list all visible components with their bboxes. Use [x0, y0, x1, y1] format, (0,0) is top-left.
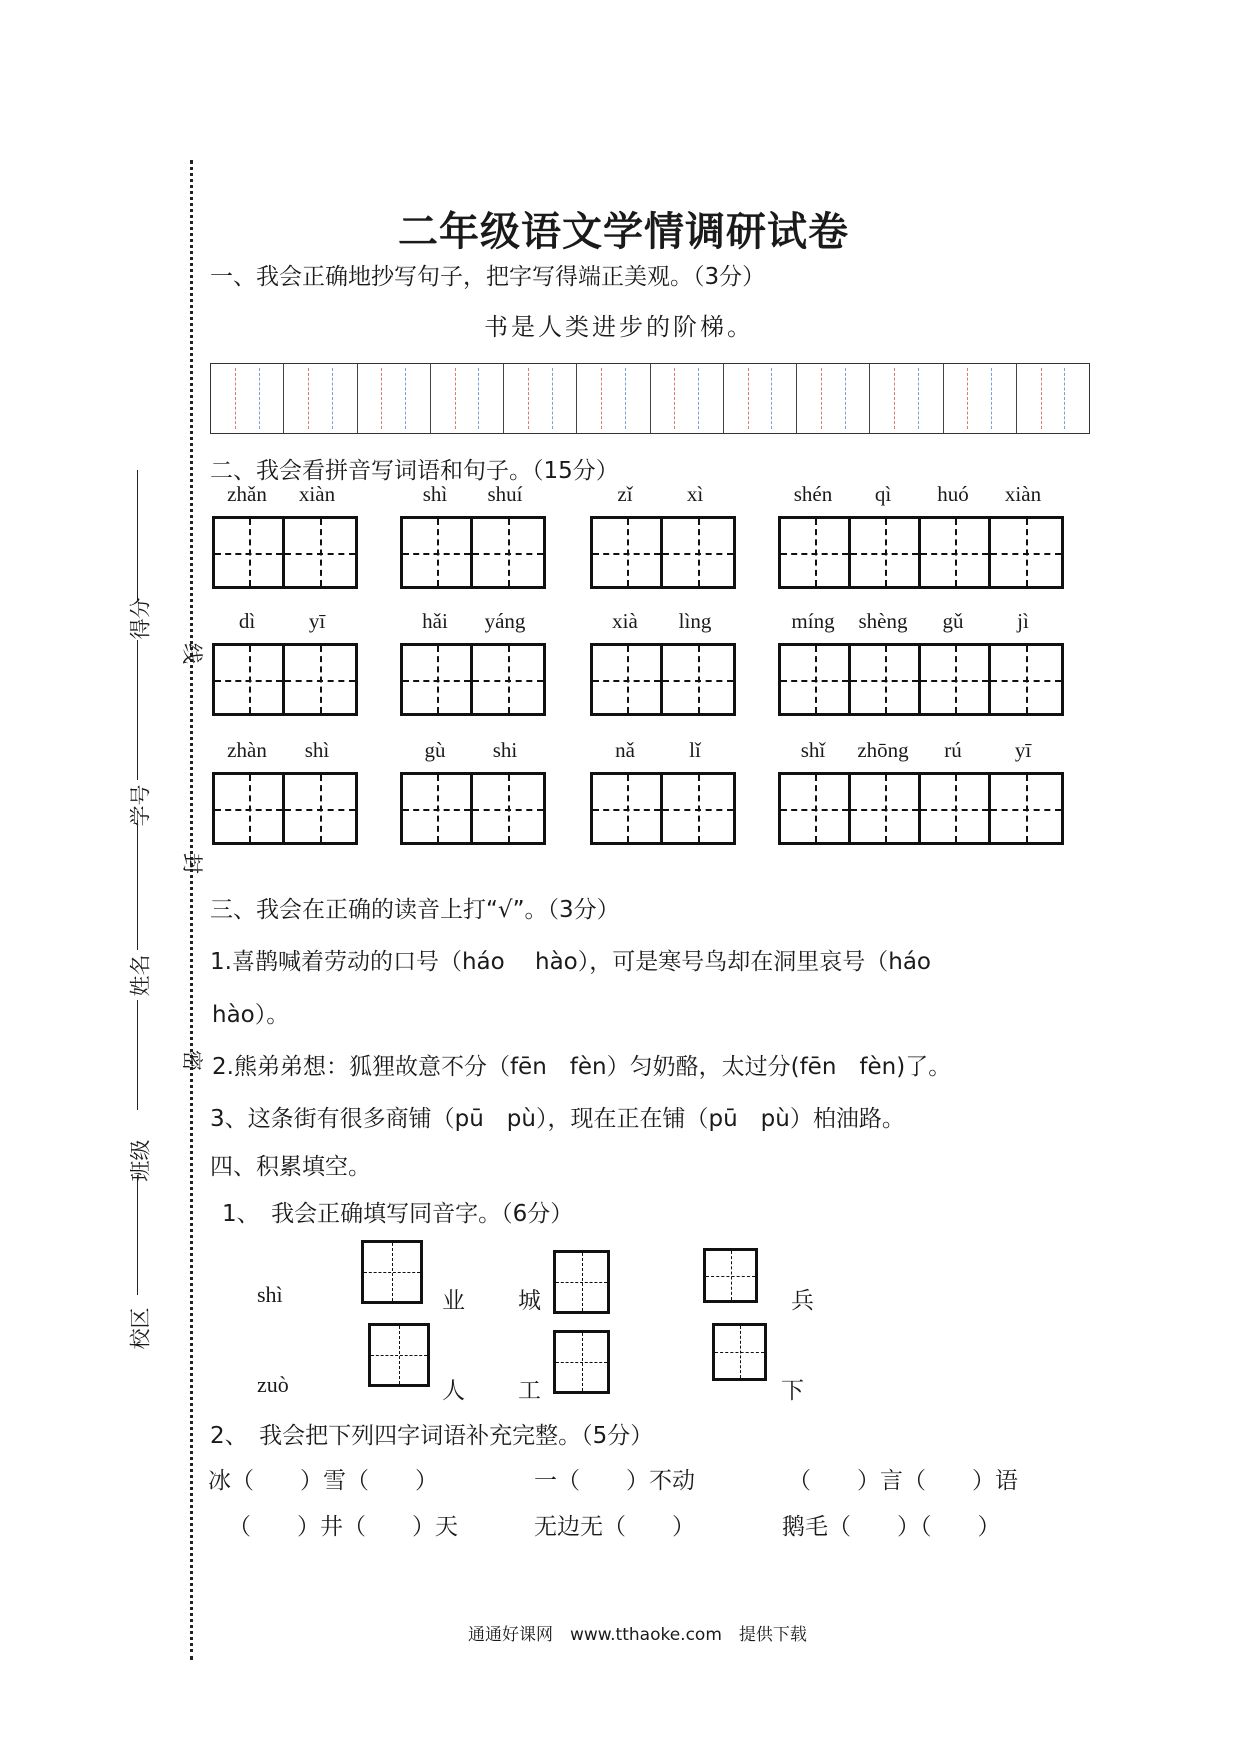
tian-grid-cell[interactable]: [473, 519, 543, 586]
pinyin-syllable: lǐ: [689, 738, 701, 762]
pinyin-syllable: jì: [1017, 609, 1029, 633]
pinyin-syllable: shǐ: [800, 738, 826, 762]
idiom-1: 冰（ ）雪（ ）: [208, 1468, 438, 1494]
copy-cell[interactable]: [577, 364, 650, 433]
homophone-box-shi-2[interactable]: [553, 1250, 610, 1314]
name-line: [137, 820, 138, 950]
tian-grid-cell[interactable]: [215, 646, 285, 713]
tian-grid-cell[interactable]: [403, 775, 473, 842]
homophone-char-ye: 业: [442, 1288, 465, 1314]
homophone-box-zuo-2[interactable]: [553, 1330, 610, 1394]
tian-grid-cell[interactable]: [593, 519, 663, 586]
tian-grid-cell[interactable]: [473, 646, 543, 713]
tian-grid-cell[interactable]: [215, 775, 285, 842]
pinyin-syllable: yī: [308, 609, 326, 633]
pinyin-word-group: [212, 738, 352, 842]
question-3-1-line-1: 1.喜鹊喊着劳动的口号（háo hào），可是寒号鸟却在洞里哀号（háo: [210, 949, 931, 975]
tian-grid-cell[interactable]: [921, 519, 991, 586]
idiom-4: （ ）井（ ）天: [228, 1514, 458, 1540]
section-4-sub-2: 2、 我会把下列四字词语补充完整。（5分）: [210, 1423, 654, 1449]
copy-sentence: 书是人类进步的阶梯。: [484, 313, 754, 341]
idiom-6: 鹅毛（ ）（ ）: [782, 1514, 1001, 1540]
pinyin-syllable: shi: [492, 738, 518, 762]
idiom-5: 无边无（ ）: [534, 1514, 695, 1540]
pinyin-syllable: qì: [874, 482, 892, 506]
tian-grid-boxes[interactable]: [778, 772, 1064, 845]
tian-grid-cell[interactable]: [285, 646, 355, 713]
seal-char-line: 线: [180, 643, 204, 664]
pinyin-syllable: xià: [612, 609, 638, 633]
tian-grid-cell[interactable]: [921, 775, 991, 842]
tian-grid-cell[interactable]: [403, 646, 473, 713]
pinyin-syllable: gǔ: [942, 609, 964, 633]
homophone-char-xia: 下: [781, 1378, 804, 1404]
pinyin-syllable: xiàn: [298, 482, 336, 506]
pinyin-word-group: [212, 609, 352, 713]
copy-cell[interactable]: [870, 364, 943, 433]
pinyin-syllable: shì: [422, 482, 448, 506]
copy-cell[interactable]: [284, 364, 357, 433]
tian-grid-cell[interactable]: [991, 519, 1061, 586]
pinyin-syllable: lìng: [678, 609, 712, 633]
tian-grid-cell[interactable]: [593, 775, 663, 842]
pinyin-syllable: zhǎn: [227, 482, 267, 506]
idiom-2: 一（ ）不动: [534, 1468, 695, 1494]
tian-grid-boxes[interactable]: [400, 772, 546, 845]
homophone-char-gong: 工: [518, 1378, 541, 1404]
score-label: 得分: [128, 597, 153, 640]
student-id-line: [137, 640, 138, 780]
question-3-2: 2.熊弟弟想：狐狸故意不分（fēn fèn）匀奶酪，太过分(fēn fèn)了。: [212, 1054, 952, 1080]
tian-grid-cell[interactable]: [991, 775, 1061, 842]
pinyin-syllable: dì: [238, 609, 256, 633]
copy-cell[interactable]: [1017, 364, 1089, 433]
copy-cell[interactable]: [211, 364, 284, 433]
section-4-heading: 四、积累填空。: [210, 1154, 371, 1180]
pinyin-syllable: shuí: [487, 482, 523, 506]
tian-grid-cell[interactable]: [403, 519, 473, 586]
homophone-char-bing: 兵: [791, 1288, 814, 1314]
homophone-box-shi-3[interactable]: [703, 1248, 758, 1303]
pinyin-syllable: rú: [944, 738, 962, 762]
pinyin-word-group: [778, 738, 1058, 842]
section-2-heading: 二、我会看拼音写词语和句子。（15分）: [210, 458, 619, 484]
class-label: 班级: [128, 1139, 153, 1182]
pinyin-syllable: shèng: [858, 609, 908, 633]
copy-cell[interactable]: [504, 364, 577, 433]
score-line: [137, 470, 138, 600]
tian-grid-cell[interactable]: [663, 646, 733, 713]
copy-cell[interactable]: [431, 364, 504, 433]
campus-label: 校区: [128, 1307, 153, 1350]
class-line: [137, 1000, 138, 1110]
homophone-char-ren: 人: [442, 1378, 465, 1404]
section-4-sub-1: 1、 我会正确填写同音字。（6分）: [222, 1201, 574, 1227]
tian-grid-cell[interactable]: [851, 646, 921, 713]
pinyin-syllable: nǎ: [615, 738, 635, 762]
pinyin-word-group: [590, 738, 730, 842]
pinyin-syllable: xì: [686, 482, 704, 506]
question-3-3: 3、这条街有很多商铺（pū pù），现在正在铺（pū pù）柏油路。: [210, 1106, 905, 1132]
tian-grid-boxes[interactable]: [778, 516, 1064, 589]
pinyin-syllable: zhōng: [857, 738, 909, 762]
section-3-heading: 三、我会在正确的读音上打“√”。（3分）: [210, 897, 620, 923]
pinyin-syllable: shén: [793, 482, 833, 506]
tian-grid-boxes[interactable]: [212, 516, 358, 589]
tian-grid-boxes[interactable]: [590, 643, 736, 716]
tian-grid-cell[interactable]: [921, 646, 991, 713]
tian-grid-cell[interactable]: [593, 646, 663, 713]
homophone-box-zuo-3[interactable]: [712, 1323, 767, 1381]
section-1-heading: 一、我会正确地抄写句子，把字写得端正美观。（3分）: [210, 264, 766, 290]
tian-grid-cell[interactable]: [851, 775, 921, 842]
pinyin-syllable: yī: [1014, 738, 1032, 762]
page-title: 二年级语文学情调研试卷: [398, 209, 849, 255]
idiom-3: （ ）言（ ）语: [788, 1468, 1018, 1494]
tian-grid-cell[interactable]: [473, 775, 543, 842]
homophone-pinyin-zuo: zuò: [257, 1372, 289, 1397]
pinyin-syllable: hǎi: [422, 609, 448, 633]
homophone-pinyin-shi: shì: [257, 1282, 283, 1307]
footer-source: 通通好课网 www.tthaoke.com 提供下载: [468, 1625, 807, 1645]
pinyin-word-group: [590, 609, 730, 713]
tian-grid-cell[interactable]: [285, 775, 355, 842]
name-label: 姓名: [128, 954, 153, 997]
tian-grid-boxes[interactable]: [212, 772, 358, 845]
student-id-label: 学号: [128, 784, 153, 827]
homophone-char-cheng: 城: [518, 1288, 541, 1314]
pinyin-word-group: [590, 482, 730, 586]
tian-grid-cell[interactable]: [991, 646, 1061, 713]
pinyin-word-group: [400, 609, 540, 713]
tian-grid-boxes[interactable]: [400, 516, 546, 589]
binding-dotted-line: [190, 160, 193, 1660]
tian-grid-cell[interactable]: [781, 646, 851, 713]
tian-grid-cell[interactable]: [851, 519, 921, 586]
pinyin-word-group: [400, 482, 540, 586]
seal-char-seal: 封: [180, 853, 204, 874]
tian-grid-cell[interactable]: [215, 519, 285, 586]
tian-grid-cell[interactable]: [663, 519, 733, 586]
pinyin-syllable: shì: [304, 738, 330, 762]
question-3-1-line-2: hào）。: [212, 1002, 290, 1028]
copy-cell[interactable]: [724, 364, 797, 433]
homophone-box-zuo-1[interactable]: [368, 1323, 430, 1387]
seal-char-secret: 密: [180, 1050, 204, 1071]
tian-grid-cell[interactable]: [663, 775, 733, 842]
tian-grid-cell[interactable]: [285, 519, 355, 586]
pinyin-syllable: gù: [424, 738, 446, 762]
pinyin-syllable: zhàn: [227, 738, 267, 762]
copy-cell[interactable]: [797, 364, 870, 433]
tian-grid-boxes[interactable]: [590, 772, 736, 845]
pinyin-word-group: [778, 482, 1058, 586]
copy-cell[interactable]: [651, 364, 724, 433]
tian-grid-boxes[interactable]: [400, 643, 546, 716]
copy-cell[interactable]: [944, 364, 1017, 433]
pinyin-word-group: [400, 738, 540, 842]
pinyin-syllable: zǐ: [617, 482, 633, 506]
tian-grid-cell[interactable]: [781, 775, 851, 842]
copy-writing-grid[interactable]: [210, 363, 1090, 434]
homophone-box-shi-1[interactable]: [361, 1240, 423, 1304]
pinyin-word-group: [778, 609, 1058, 713]
campus-line: [137, 1175, 138, 1295]
pinyin-word-group: [212, 482, 352, 586]
tian-grid-boxes[interactable]: [778, 643, 1064, 716]
pinyin-syllable: xiàn: [1004, 482, 1042, 506]
pinyin-syllable: huó: [937, 482, 969, 506]
tian-grid-boxes[interactable]: [212, 643, 358, 716]
pinyin-syllable: míng: [791, 609, 835, 633]
tian-grid-boxes[interactable]: [590, 516, 736, 589]
pinyin-syllable: yáng: [484, 609, 526, 633]
copy-cell[interactable]: [358, 364, 431, 433]
tian-grid-cell[interactable]: [781, 519, 851, 586]
